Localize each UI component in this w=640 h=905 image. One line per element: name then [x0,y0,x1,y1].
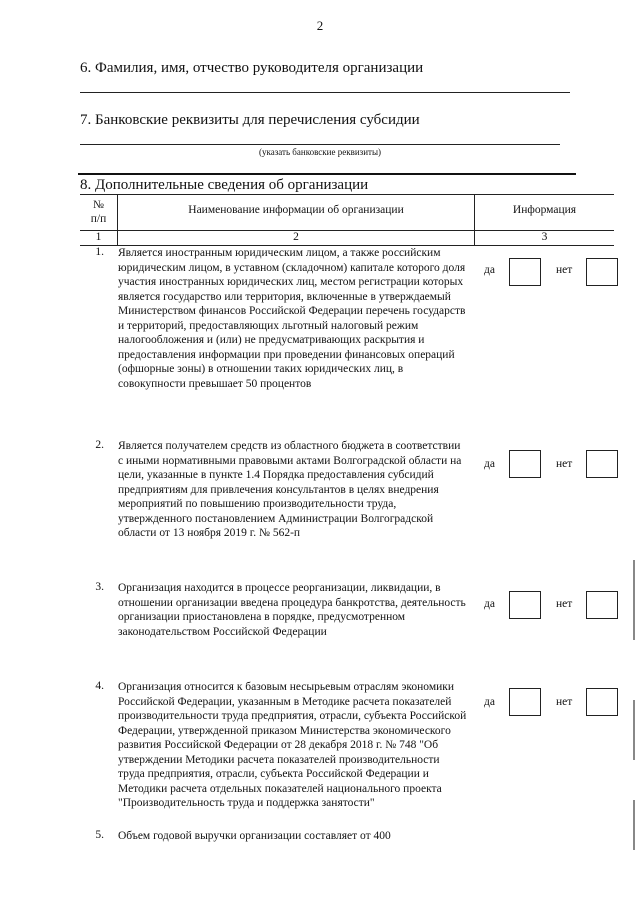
col-number-3: 3 [541,231,548,243]
col-number-1: 1 [95,231,102,243]
bank-details-note: (указать банковские реквизиты) [258,147,382,157]
no-label: нет [556,264,573,276]
row-text: Является иностранным юридическим лицом, а также российским юридическим лицом, в уставном (складочном) капитале которого доля участия иностранных юридических лиц, местом регистрации которых является государство или территория, включенные в утверждаемый Министерством финансов Российской Федерации перечень государств и территорий, предоставляющих льготный налоговый режим налогообложения и (или) не предусматривающих раскрытия и предоставления информации при проведении финансовых операций (офшорные зоны) в отношении таких юридических лиц, в совокупности превышает 50 процентов [118,247,466,390]
no-label: нет [556,696,573,708]
no-checkbox[interactable] [586,591,618,619]
row-number: 1. [95,246,104,258]
no-label: нет [556,458,573,470]
scan-edge-mark [633,560,635,640]
bank-details-line[interactable] [80,144,560,145]
no-checkbox[interactable] [586,258,618,286]
header-name: Наименование информации об организации [188,204,404,216]
no-checkbox[interactable] [586,688,618,716]
yes-checkbox[interactable] [509,258,541,286]
yes-checkbox[interactable] [509,450,541,478]
yes-label: да [484,458,495,470]
yes-label: да [484,696,495,708]
row-text: Является получателем средств из областного бюджета в соответствии с иными нормативными правовыми актами Волгоградской области на цели, указанные в пункте 1.4 Порядка предоставления субсидий предприятиям для привлечения консультантов в целях внедрения мероприятий по повышению производительности труда, утвержденного постановлением Администрации Волгоградской области от 13 ноября 2019 г. № 562-п [118,440,462,539]
row-number: 4. [95,680,104,692]
no-checkbox[interactable] [586,450,618,478]
row-number: 2. [95,439,104,451]
section-7-title: 7. Банковские реквизиты для перечисления субсидии [80,112,420,128]
row-number: 3. [95,581,104,593]
row-number: 5. [95,829,104,841]
page-number: 2 [316,18,324,33]
yes-checkbox[interactable] [509,591,541,619]
no-label: нет [556,598,573,610]
header-info: Информация [512,204,577,216]
yes-label: да [484,264,495,276]
section-6-title: 6. Фамилия, имя, отчество руководителя организации [80,60,424,76]
yes-label: да [484,598,495,610]
scan-edge-mark [633,800,635,850]
table-top-border [80,194,614,195]
section-8-title: 8. Дополнительные сведения об организации [80,177,369,193]
scan-edge-mark [633,700,635,760]
row-text: Организация находится в процессе реорганизации, ликвидации, в отношении организации введена процедура банкротства, деятельность организации приостановлена в порядке, предусмотренном законодательством Российской Федерации [118,582,466,638]
row-text: Организация относится к базовым несырьевым отраслям экономики Российской Федерации, указанным в Методике расчета показателей производительности труда предприятия, отрасли, субъекта Российской Федерации, утвержденной приказом Министерства экономического развития Российской Федерации от 28 декабря 2018 г. № 748 "Об утверждении Методики расчета показателей производительности труда предприятия, отрасли, субъекта Российской Федерации и Методики расчета отдельных показателей национального проекта "Производительность труда и поддержка занятости" [118,681,467,809]
yes-checkbox[interactable] [509,688,541,716]
col-number-2: 2 [293,231,299,243]
row-text: Объем годовой выручки организации составляет от 400 [118,830,391,842]
header-num: № п/п [90,199,107,225]
manager-name-line[interactable] [80,92,570,93]
section-divider [78,173,576,175]
